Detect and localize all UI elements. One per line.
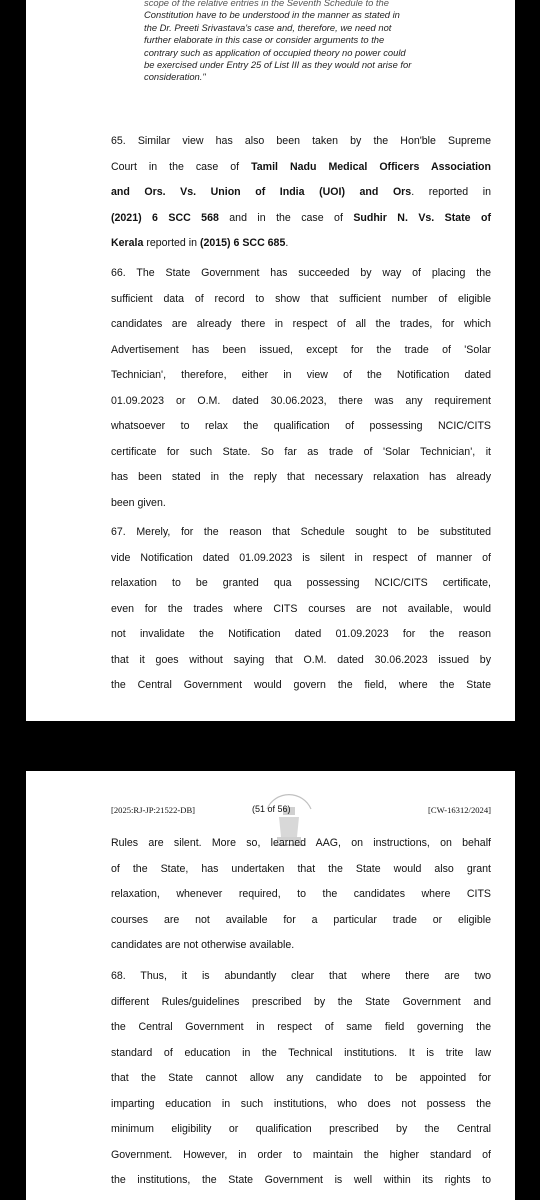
paragraph-line: has been stated in the reply that necessary relaxation has already — [111, 471, 491, 483]
page-number: (51 of 56) — [252, 804, 291, 814]
paragraph-line: certificate for such State. So far as trade of 'Solar Technician', it — [111, 445, 491, 458]
paragraph-line: courses are not available for a particular trade or eligible — [111, 913, 491, 926]
paragraph-line: 66. The State Government has succeeded by way of placing the — [111, 267, 491, 279]
paragraph-66 — [111, 261, 491, 516]
quote-line: be exercised under Entry 25 of List III as they would not arise for — [144, 59, 412, 71]
paragraph-line: 68. Thus, it is abundantly clear that where there are two — [111, 970, 491, 982]
block-quote — [144, 0, 496, 84]
paragraph-line: and Ors. Vs. Union of India (UOI) and Ors. reported in — [111, 186, 491, 198]
paragraph-line: minimum eligibility or qualification prescribed by the Central — [111, 1123, 491, 1135]
document-page-2 — [26, 771, 515, 1200]
paragraph-line: vide Notification dated 01.09.2023 is silent in respect of manner of — [111, 551, 491, 564]
paragraph-line: Technician', therefore, either in view of the Notification dated — [111, 369, 491, 381]
paragraph-line: Government. However, in order to maintain the higher standard of — [111, 1148, 491, 1161]
paragraph-67 — [111, 520, 491, 699]
paragraph-line: been given. — [111, 496, 166, 509]
paragraph-line: relaxation to be granted qua possessing NCIC/CITS certificate, — [111, 577, 491, 589]
case-number-header-right: [CW-16312/2024] — [427, 805, 491, 815]
paragraph-line: standard of education in the Technical institutions. It is trite law — [111, 1046, 491, 1059]
paragraph-line: the Central Government would govern the field, where the State — [111, 679, 491, 691]
quote-line: the Dr. Preeti Srivastava's case and, therefore, we need not — [144, 21, 392, 33]
paragraph-continuation — [111, 831, 491, 959]
quote-line: contrary such as application of occupied theory no power could — [144, 46, 406, 58]
paragraph-line: even for the trades where CITS courses are not available, would — [111, 602, 491, 615]
paragraph-line: 67. Merely, for the reason that Schedule sought to be substituted — [111, 526, 491, 538]
paragraph-line: 65. Similar view has also been taken by the Hon'ble Supreme — [111, 135, 491, 147]
quote-line: consideration." — [144, 71, 206, 83]
paragraph-line: (2021) 6 SCC 568 and in the case of Sudhir N. Vs. State of — [111, 211, 492, 224]
paragraph-line: that the State cannot allow any candidate to be appointed for — [111, 1072, 491, 1084]
quote-line: Constitution have to be understood in the manner as stated in — [144, 9, 400, 21]
paragraph-68 — [111, 964, 491, 1194]
paragraph-line: 01.09.2023 or O.M. dated 30.06.2023, there was any requirement — [111, 394, 491, 407]
paragraph-line: sufficient data of record to show that sufficient number of eligible — [111, 292, 491, 305]
quote-line: scope of the relative entries in the Seventh Schedule to the — [144, 0, 389, 8]
paragraph-line: the Central Government in respect of same field governing the — [111, 1021, 491, 1033]
paragraph-line: candidates are not otherwise available. — [111, 939, 295, 951]
paragraph-line: Kerala reported in (2015) 6 SCC 685. — [111, 237, 289, 249]
paragraph-line: different Rules/guidelines prescribed by the State Government and — [111, 995, 491, 1008]
paragraph-line: Court in the case of Tamil Nadu Medical Officers Association — [111, 160, 492, 173]
paragraph-65 — [111, 129, 491, 257]
paragraph-line: Rules are silent. More so, learned AAG, on instructions, on behalf — [111, 837, 491, 849]
paragraph-line: of the State, has undertaken that the State would also grant — [111, 862, 491, 875]
document-page-1 — [26, 0, 515, 721]
paragraph-line: Advertisement has been issued, except for the trade of 'Solar — [111, 343, 491, 356]
paragraph-line: not invalidate the Notification dated 01.09.2023 for the reason — [111, 628, 491, 640]
paragraph-line: that it goes without saying that O.M. dated 30.06.2023 issued by — [111, 653, 491, 666]
paragraph-line: relaxation, whenever required, to the candidates where CITS — [111, 888, 491, 900]
paragraph-line: whatsoever to relax the qualification of possessing NCIC/CITS — [111, 420, 491, 432]
quote-line: further elaborate in this case or consider arguments to the — [144, 34, 385, 46]
citation-header-left: [2025:RJ-JP:21522-DB] — [111, 805, 196, 815]
paragraph-line: the institutions, the State Government is well within its rights to — [111, 1174, 491, 1186]
paragraph-line: imparting education in such institutions, who does not possess the — [111, 1097, 491, 1110]
paragraph-line: candidates are already there in respect of all the trades, for which — [111, 318, 491, 330]
